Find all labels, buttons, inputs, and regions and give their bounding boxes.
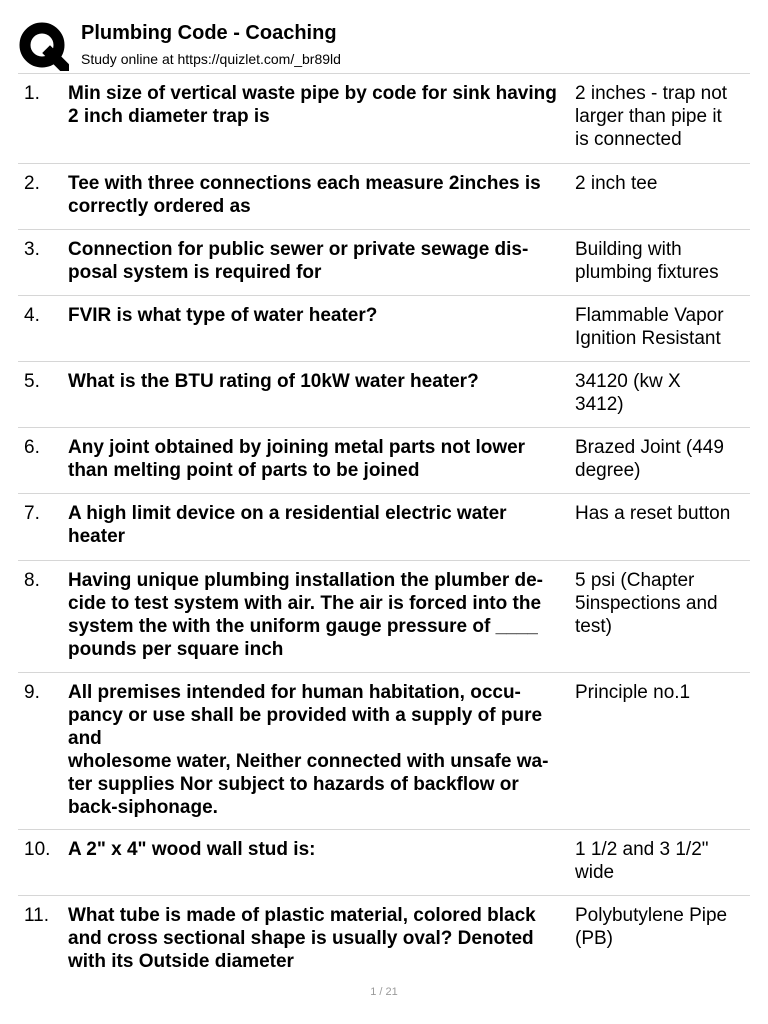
card-number: 8.: [24, 570, 40, 591]
flashcard-list: [18, 73, 750, 976]
card-number: 11.: [24, 905, 50, 926]
flashcard-row: [18, 362, 750, 428]
card-term: What tube is made of plastic material, colored black and cross sectional shape is usually oval? Denoted with its Outside diameter: [68, 905, 536, 972]
card-number: 2.: [24, 173, 40, 194]
card-number: 3.: [24, 239, 40, 260]
card-term: What is the BTU rating of 10kW water heater?: [68, 371, 479, 392]
card-number: 1.: [24, 83, 40, 104]
flashcard-row: [18, 494, 750, 561]
study-link[interactable]: Study online at https://quizlet.com/_br89ld: [81, 51, 341, 67]
card-number: 4.: [24, 305, 40, 326]
card-number: 9.: [24, 682, 40, 703]
flashcard-row: [18, 164, 750, 230]
card-term: A 2" x 4" wood wall stud is:: [68, 839, 316, 860]
card-definition: 2 inches - trap not larger than pipe it is connected: [575, 83, 728, 150]
flashcard-row: [18, 561, 750, 673]
card-term: Tee with three connections each measure 2inches is correctly ordered as: [68, 173, 541, 217]
card-number: 6.: [24, 437, 40, 458]
card-definition: Principle no.1: [575, 682, 691, 703]
card-term: FVIR is what type of water heater?: [68, 305, 378, 326]
flashcard-row: [18, 896, 750, 976]
card-definition: Building with plumbing fixtures: [575, 239, 719, 283]
page-header: [0, 0, 768, 74]
card-number: 7.: [24, 503, 40, 524]
flashcard-row: [18, 230, 750, 296]
card-term: Min size of vertical waste pipe by code for sink having 2 inch diameter trap is: [68, 83, 557, 127]
card-term: Any joint obtained by joining metal parts not lower than melting point of parts to be joined: [68, 437, 526, 481]
card-definition: Polybutylene Pipe (PB): [575, 905, 728, 949]
card-definition: Has a reset button: [575, 503, 731, 524]
card-definition: Flammable Vapor Ignition Resistant: [575, 305, 724, 349]
card-definition: 2 inch tee: [575, 173, 658, 194]
card-term: A high limit device on a residential electric water heater: [68, 503, 507, 547]
card-definition: 5 psi (Chapter 5inspections and test): [575, 570, 718, 637]
flashcard-row: [18, 428, 750, 494]
card-definition: Brazed Joint (449 degree): [575, 437, 724, 481]
flashcard-row: [18, 296, 750, 362]
card-number: 10.: [24, 839, 51, 860]
card-number: 5.: [24, 371, 40, 392]
page-number: 1 / 21: [370, 986, 398, 998]
card-term: Having unique plumbing installation the plumber de- cide to test system with air. The air is forced into the system the with the uniform gauge pressure of ____ pounds per square inch: [68, 570, 544, 660]
flashcard-row: [18, 830, 750, 896]
flashcard-row: [18, 74, 750, 164]
quizlet-logo-icon: [19, 21, 69, 71]
card-term: All premises intended for human habitation, occu- pancy or use shall be provided with a supply of pure and wholesome water, Neither connected with unsafe wa- ter supplies Nor subject to hazards of backflow or back-siphonage.: [68, 682, 549, 818]
page-title: Plumbing Code - Coaching: [81, 22, 337, 44]
card-term: Connection for public sewer or private sewage dis- posal system is required for: [68, 239, 529, 283]
flashcard-row: [18, 673, 750, 830]
card-definition: 34120 (kw X 3412): [575, 371, 681, 415]
card-definition: 1 1/2 and 3 1/2" wide: [575, 839, 709, 883]
